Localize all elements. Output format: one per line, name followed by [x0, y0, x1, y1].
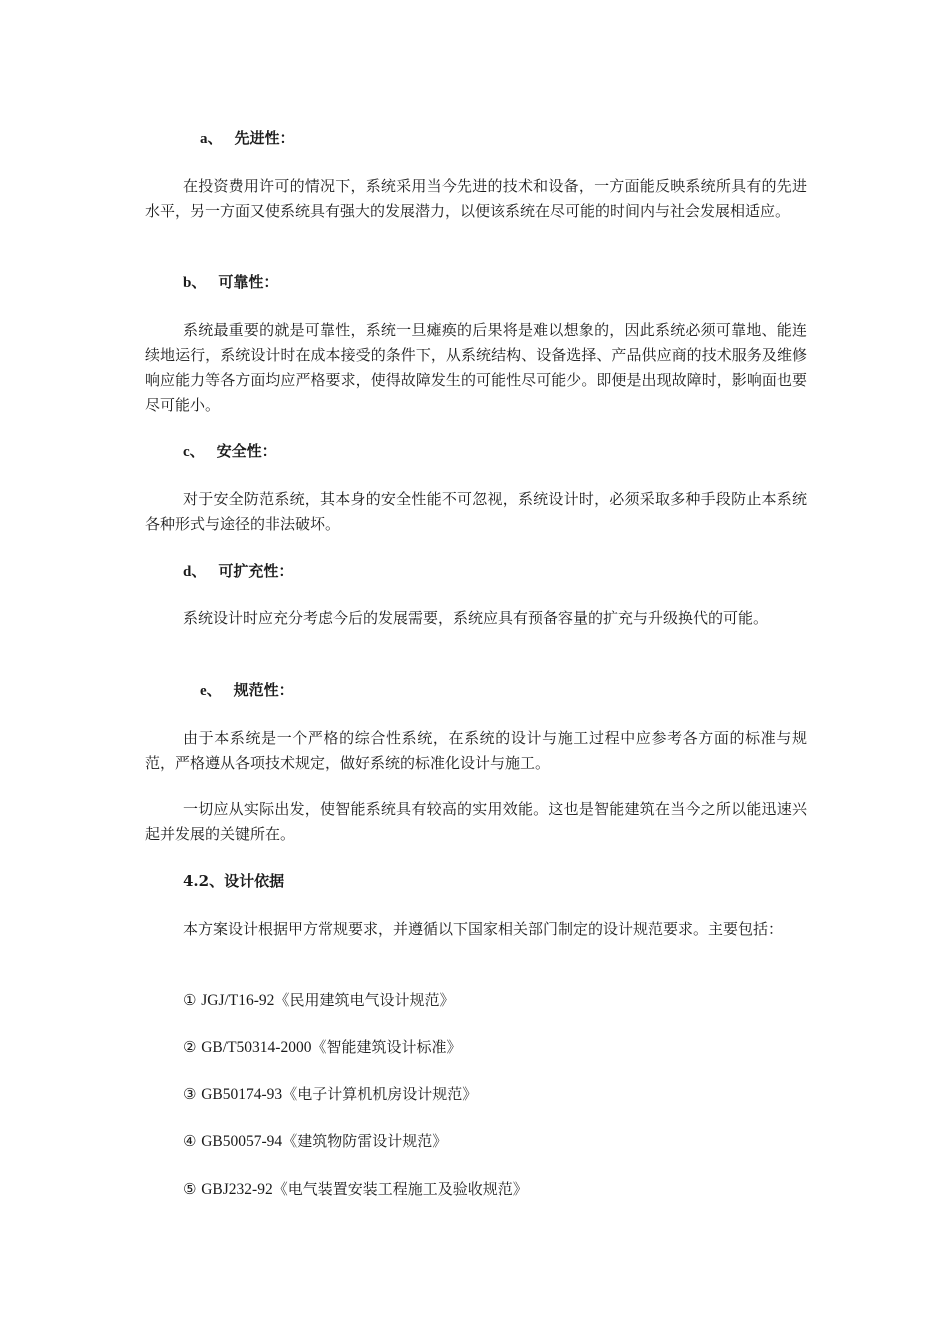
section-letter: d、: [183, 564, 207, 580]
reference-title: 《民用建筑电气设计规范》: [274, 991, 455, 1009]
paragraph-standardization: 由于本系统是一个严格的综合性系统，在系统的设计与施工过程中应参考各方面的标准与规范，严格遵从各项技术规定，做好系统的标准化设计与施工。: [145, 729, 807, 772]
reference-number: ③: [183, 1085, 197, 1103]
reference-title: 《电子计算机机房设计规范》: [282, 1085, 478, 1103]
paragraph-security: 对于安全防范系统，其本身的安全性能不可忽视，系统设计时，必须采取多种手段防止本系统各种形式与途径的非法破坏。: [145, 490, 807, 533]
paragraph-practicality: 一切应从实际出发，使智能系统具有较高的实用效能。这也是智能建筑在当今之所以能迅速兴起并发展的关键所在。: [145, 800, 807, 843]
reference-title: 《智能建筑设计标准》: [311, 1038, 462, 1056]
section-heading-advanced: [200, 128, 295, 149]
reference-item: [183, 1179, 528, 1200]
section-heading-expandability: [183, 561, 293, 582]
section-letter: a、: [200, 131, 223, 147]
section-letter: c、: [183, 444, 205, 460]
section-heading-reliability: [183, 272, 278, 293]
reference-item: [183, 1037, 461, 1058]
paragraph-expandability: 系统设计时应充分考虑今后的发展需要，系统应具有预备容量的扩充与升级换代的可能。: [183, 609, 769, 627]
section-heading-security: [183, 441, 277, 462]
paragraph-advanced: 在投资费用许可的情况下，系统采用当今先进的技术和设备，一方面能反映系统所具有的先进水平，另一方面又使系统具有强大的发展潜力，以便该系统在尽可能的时间内与社会发展相适应。: [145, 177, 807, 220]
section-label: 安全性：: [216, 442, 277, 460]
reference-number: ⑤: [183, 1180, 197, 1198]
section-letter: b、: [183, 275, 207, 291]
reference-code: GBJ232-92: [201, 1181, 273, 1198]
section-label: 规范性：: [233, 681, 294, 699]
section-letter: e、: [200, 683, 222, 699]
section-heading-standardization: [200, 680, 294, 701]
reference-number: ①: [183, 991, 197, 1009]
reference-number: ②: [183, 1038, 197, 1056]
reference-code: JGJ/T16-92: [201, 992, 275, 1009]
reference-item: [183, 1131, 447, 1152]
reference-item: [183, 990, 454, 1011]
paragraph-reliability: 系统最重要的就是可靠性，系统一旦瘫痪的后果将是难以想象的，因此系统必须可靠地、能连续地运行，系统设计时在成本接受的条件下，从系统结构、设备选择、产品供应商的技术服务及维修响应能力等各方面均应严格要求，使得故障发生的可能性尽可能少。即便是出现故障时，影响面也要尽可能小。: [145, 321, 807, 414]
reference-code: GB/T50314-2000: [201, 1039, 312, 1056]
reference-code: GB50057-94: [201, 1133, 283, 1150]
reference-code: GB50174-93: [201, 1086, 283, 1103]
section-label: 先进性：: [234, 129, 295, 147]
reference-item: [183, 1084, 477, 1105]
paragraph-design-basis-intro: 本方案设计根据甲方常规要求，并遵循以下国家相关部门制定的设计规范要求。主要包括：: [183, 920, 784, 938]
section-label: 可扩充性：: [218, 562, 294, 580]
reference-title: 《电气装置安装工程施工及验收规范》: [272, 1180, 528, 1198]
reference-number: ④: [183, 1132, 197, 1150]
design-basis-heading: 4.2、设计依据: [183, 872, 285, 890]
reference-title: 《建筑物防雷设计规范》: [282, 1132, 448, 1150]
section-label: 可靠性：: [218, 273, 279, 291]
